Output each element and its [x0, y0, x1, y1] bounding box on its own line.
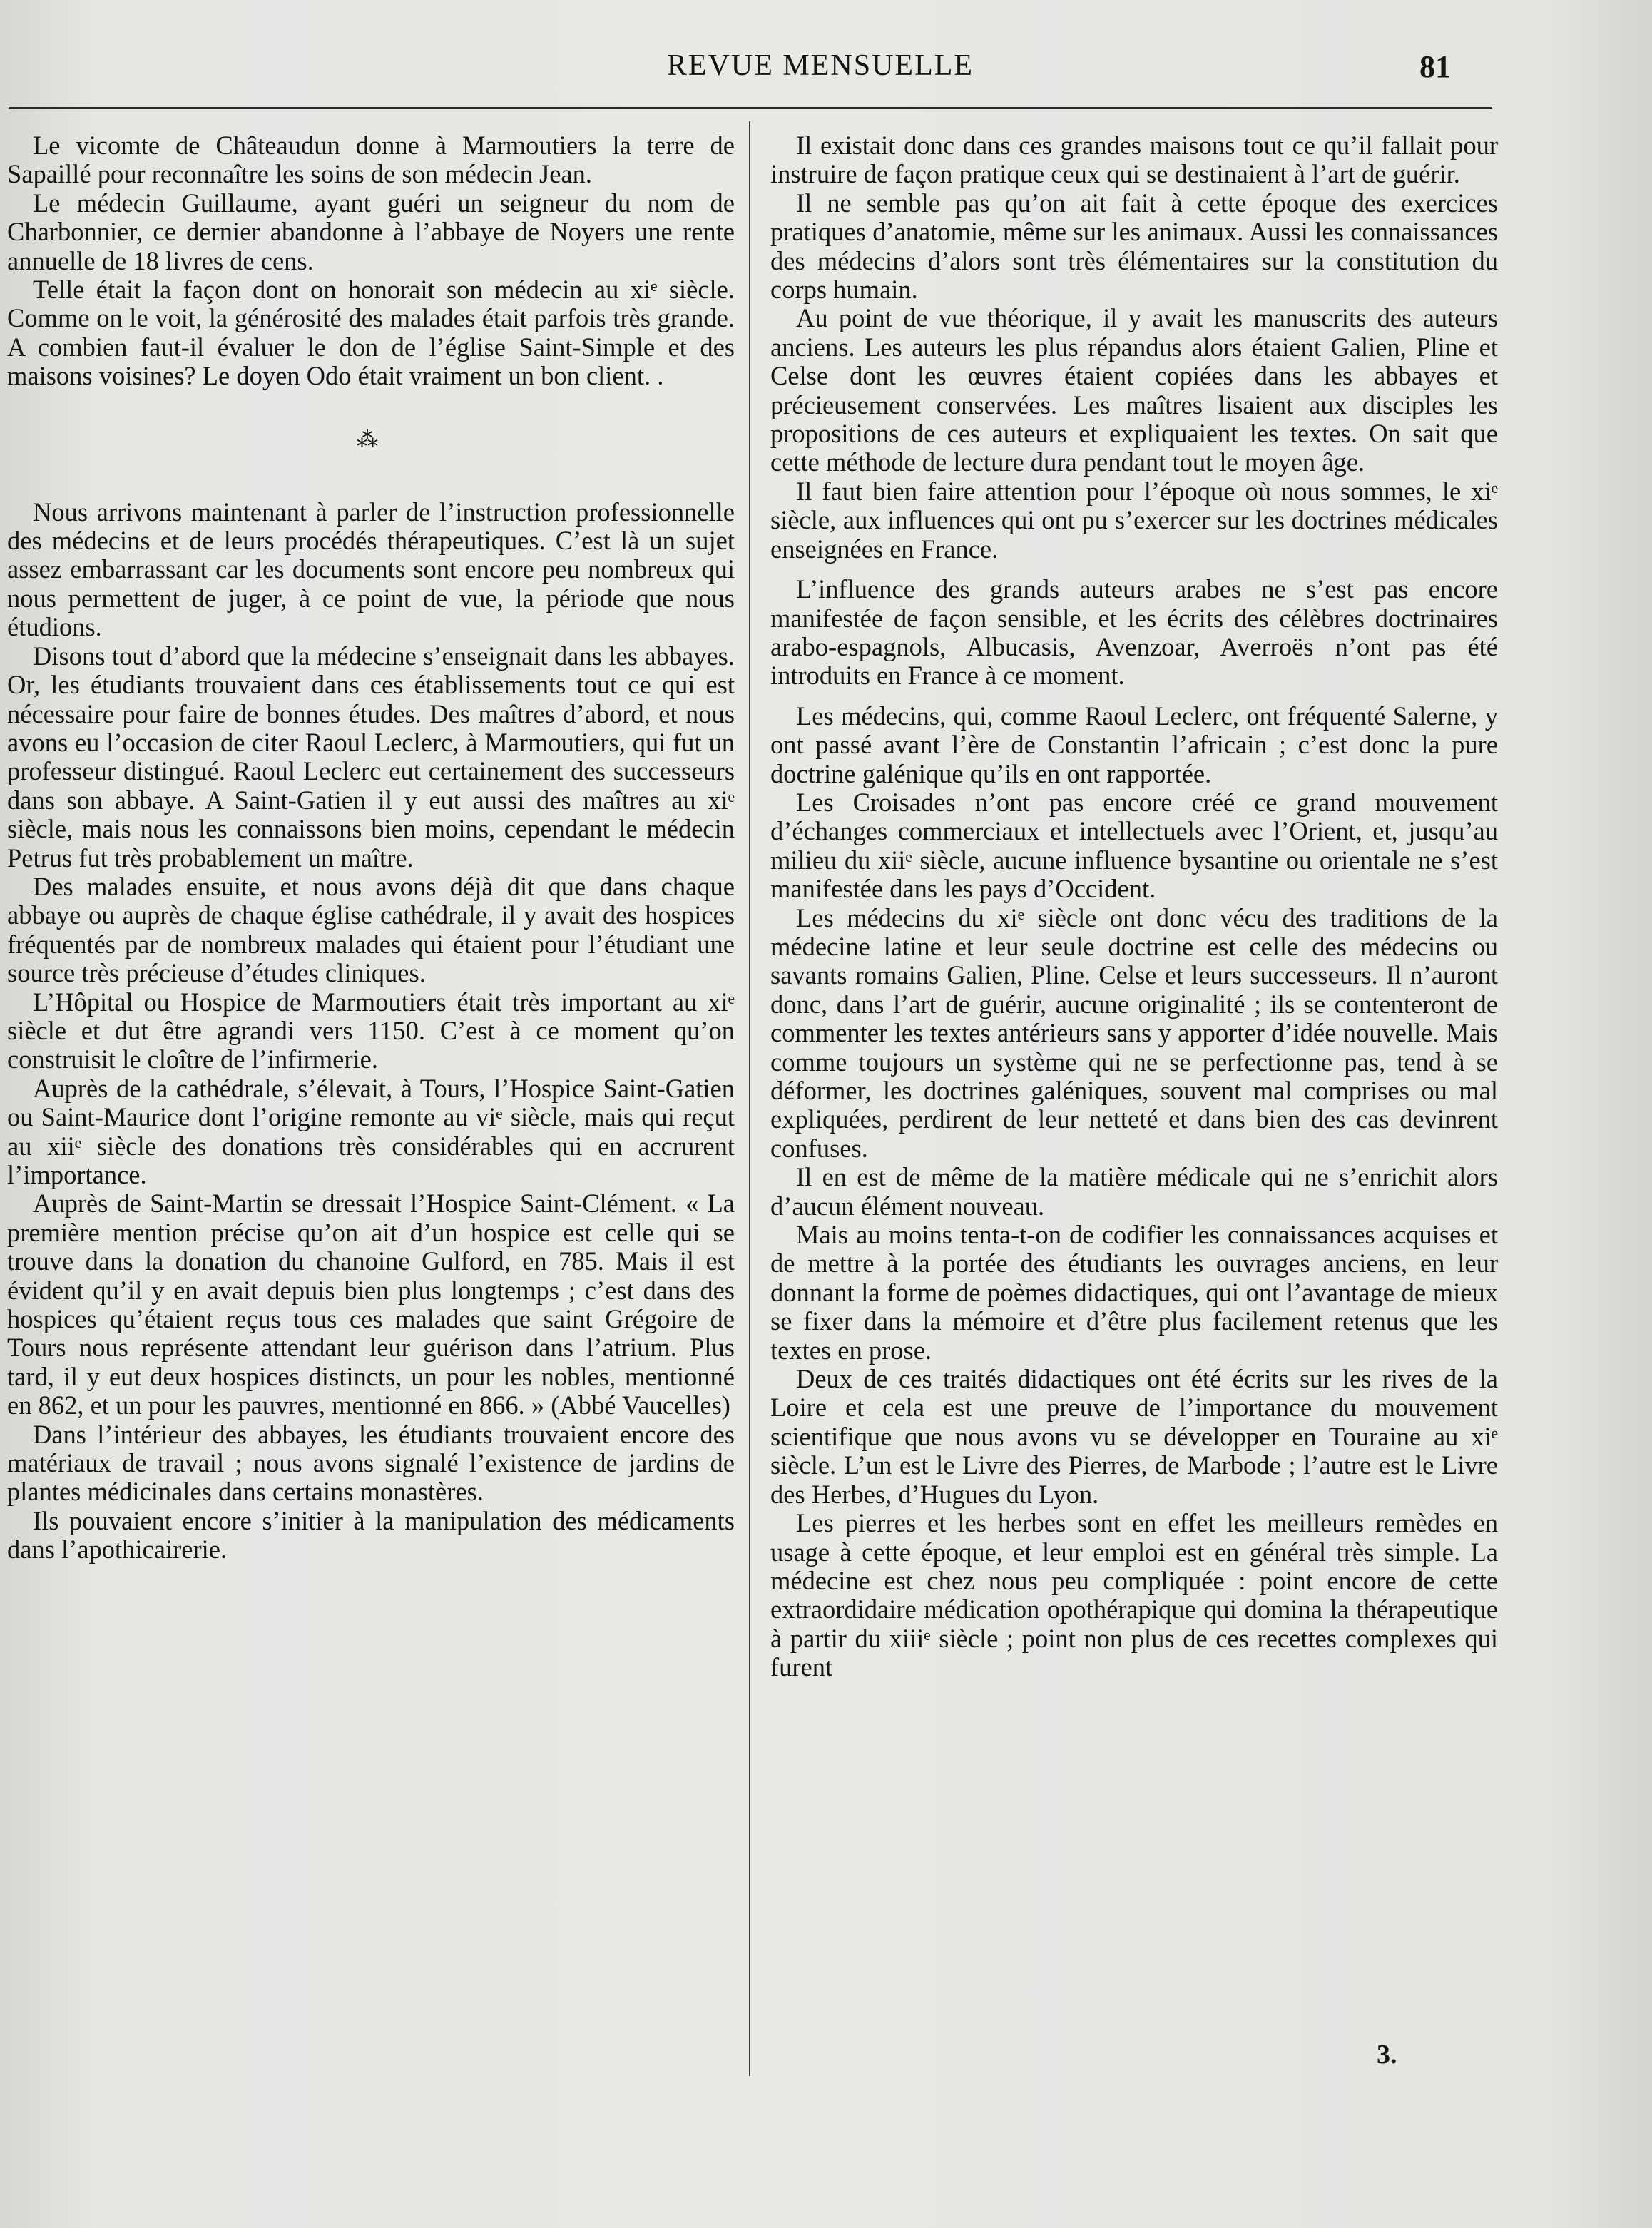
paragraph: Les médecins, qui, comme Raoul Leclerc, ont fréquenté Salerne, y ont passé avant l’ère de Constantin l’africain ; c’est donc la pure doctrine galénique qu’ils en ont rapportée. — [770, 701, 1498, 788]
section-break — [7, 391, 735, 498]
signature-mark: 3. — [1377, 2040, 1397, 2070]
paragraph: Ils pouvaient encore s’initier à la manipulation des médicaments dans l’apothicairerie. — [7, 1505, 735, 1565]
paragraph: Le vicomte de Châteaudun donne à Marmoutiers la terre de Sapaillé pour reconnaître les soins de son médecin Jean. — [7, 131, 735, 189]
running-head — [0, 49, 1652, 98]
paragraph: Disons tout d’abord que la médecine s’enseignait dans les abbayes. Or, les étudiants trouvaient dans ces établissements tout ce qui est nécessaire pour faire de bonnes études. Des maîtres d’abord, et nous avons eu l’occasion de citer Raoul Leclerc, à Marmoutiers, qui fut un professeur distingué. Raoul Leclerc eut certainement des successeurs dans son abbaye. A Saint-Gatien il y eut aussi des maîtres au xiᵉ siècle, mais nous les connaissons bien moins, cependant le médecin Petrus fut très probablement un maître. — [7, 641, 735, 873]
right-column — [770, 131, 1498, 1682]
paragraph: L’Hôpital ou Hospice de Marmoutiers était très important au xiᵉ siècle et dut être agrandi vers 1150. C’est à ce moment qu’on construisit le cloître de l’infirmerie. — [7, 987, 735, 1074]
paragraph: Telle était la façon dont on honorait son médecin au xiᵉ siècle. Comme on le voit, la générosité des malades était parfois très grande. A combien faut-il évaluer le don de l’église Saint-Simple et des maisons voisines? Le doyen Odo était vraiment un bon client. . — [7, 275, 735, 391]
paragraph: Il existait donc dans ces grandes maisons tout ce qu’il fallait pour instruire de façon pratique ceux qui se destinaient à l’art de guérir. — [770, 131, 1498, 189]
asterism: ⁂ — [357, 427, 378, 452]
paragraph: Auprès de Saint-Martin se dressait l’Hospice Saint-Clément. « La première mention précise qu’on ait d’un hospice est celle qui se trouve dans la donation du chanoine Gulford, en 785. Mais il est évident qu’il y en avait depuis bien plus longtemps ; c’est dans des hospices qu’étaient reçus tous ces malades que saint Grégoire de Tours nous représente attendant leur guérison dans l’atrium. Plus tard, il y eut deux hospices distincts, un pour les nobles, mentionné en 862, et un pour les pauvres, mentionné en 866. » (Abbé Vaucelles) — [7, 1189, 735, 1420]
header-rule — [9, 107, 1492, 109]
paragraph: Auprès de la cathédrale, s’élevait, à Tours, l’Hospice Saint-Gatien ou Saint-Maurice dont l’origine remonte au viᵉ siècle, mais qui reçut au xiiᵉ siècle des donations très considérables qui en accrurent l’importance. — [7, 1073, 735, 1189]
paragraph: Les médecins du xiᵉ siècle ont donc vécu des traditions de la médecine latine et leur seule doctrine est celle des médecins ou savants romains Galien, Pline. Celse et leurs successeurs. Il n’auront donc, dans l’art de guérir, aucune originalité ; ils se contenteront de commenter les textes antérieurs sans y apporter d’idée nouvelle. Mais comme toujours un système qui ne se perfectionne pas, tend à se déformer, les doctrines galéniques, souvent mal comprises ou mal expliquées, perdirent de leur netteté et dans bien des cas devinrent confuses. — [770, 902, 1498, 1163]
paragraph: Il en est de même de la matière médicale qui ne s’enrichit alors d’aucun élément nouveau. — [770, 1162, 1498, 1221]
paragraph: Au point de vue théorique, il y avait les manuscrits des auteurs anciens. Les auteurs les plus répandus alors étaient Galien, Pline et Celse dont les œuvres étaient copiées dans les abbayes et précieusement conservées. Les maîtres lisaient aux disciples les propositions de ces auteurs et expliquaient les textes. On sait que cette méthode de lecture dura pendant tout le moyen âge. — [770, 303, 1498, 477]
paragraph: Nous arrivons maintenant à parler de l’instruction professionnelle des médecins et de leurs procédés thérapeutiques. C’est là un sujet assez embarrassant car les documents sont encore peu nombreux qui nous permettent de juger, à ce point de vue, la période que nous étudions. — [7, 497, 735, 642]
paragraph: Des malades ensuite, et nous avons déjà dit que dans chaque abbaye ou auprès de chaque église cathédrale, il y avait des hospices fréquentés par de nombreux malades qui étaient pour l’étudiant une source très précieuse d’études cliniques. — [7, 871, 735, 988]
paragraph: Le médecin Guillaume, ayant guéri un seigneur du nom de Charbonnier, ce dernier abandonne à l’abbaye de Noyers une rente annuelle de 18 livres de cens. — [7, 188, 735, 275]
paragraph: Il ne semble pas qu’on ait fait à cette époque des exercices pratiques d’anatomie, même sur les animaux. Aussi les connaissances des médecins d’alors sont très élémentaires sur la constitution du corps humain. — [770, 188, 1498, 305]
left-column — [7, 131, 735, 1565]
paragraph: Les Croisades n’ont pas encore créé ce grand mouvement d’échanges commerciaux et intellectuels avec l’Orient, et, jusqu’au milieu du xiiᵉ siècle, aucune influence bysantine ou orientale ne s’est manifestée dans les pays d’Occident. — [770, 787, 1498, 904]
paragraph: Les pierres et les herbes sont en effet les meilleurs remèdes en usage à cette époque, et leur emploi est en général très simple. La médecine est chez nous peu compliquée : point encore de cette extraordidaire médication opothérapique qui domina la thérapeutique à partir du xiiiᵉ siècle ; point non plus de ces recettes complexes qui furent — [770, 1508, 1498, 1682]
page-number: 81 — [1419, 49, 1451, 84]
running-title: REVUE MENSUELLE — [666, 49, 974, 82]
column-divider — [749, 121, 750, 2076]
paragraph: L’influence des grands auteurs arabes ne s’est pas encore manifestée de façon sensible, et les écrits des célèbres doctrinaires arabo-espagnols, Albucasis, Avenzoar, Averroës n’ont pas été introduits en France à ce moment. — [770, 574, 1498, 691]
paragraph: Mais au moins tenta-t-on de codifier les connaissances acquises et de mettre à la portée des étudiants les ouvrages anciens, en leur donnant la forme de poèmes didactiques, qui ont l’avantage de mieux se fixer dans la mémoire et d’être plus facilement retenus que les textes en prose. — [770, 1220, 1498, 1365]
paragraph: Deux de ces traités didactiques ont été écrits sur les rives de la Loire et cela est une preuve de l’importance du mouvement scientifique que nous avons vu se développer en Touraine au xiᵉ siècle. L’un est le Livre des Pierres, de Marbode ; l’autre est le Livre des Herbes, d’Hugues du Lyon. — [770, 1364, 1498, 1509]
paragraph: Dans l’intérieur des abbayes, les étudiants trouvaient encore des matériaux de travail ; nous avons signalé l’existence de jardins de plantes médicinales dans certains monastères. — [7, 1419, 735, 1507]
paragraph: Il faut bien faire attention pour l’époque où nous sommes, le xiᵉ siècle, aux influences qui ont pu s’exercer sur les doctrines médicales enseignées en France. — [770, 476, 1498, 564]
